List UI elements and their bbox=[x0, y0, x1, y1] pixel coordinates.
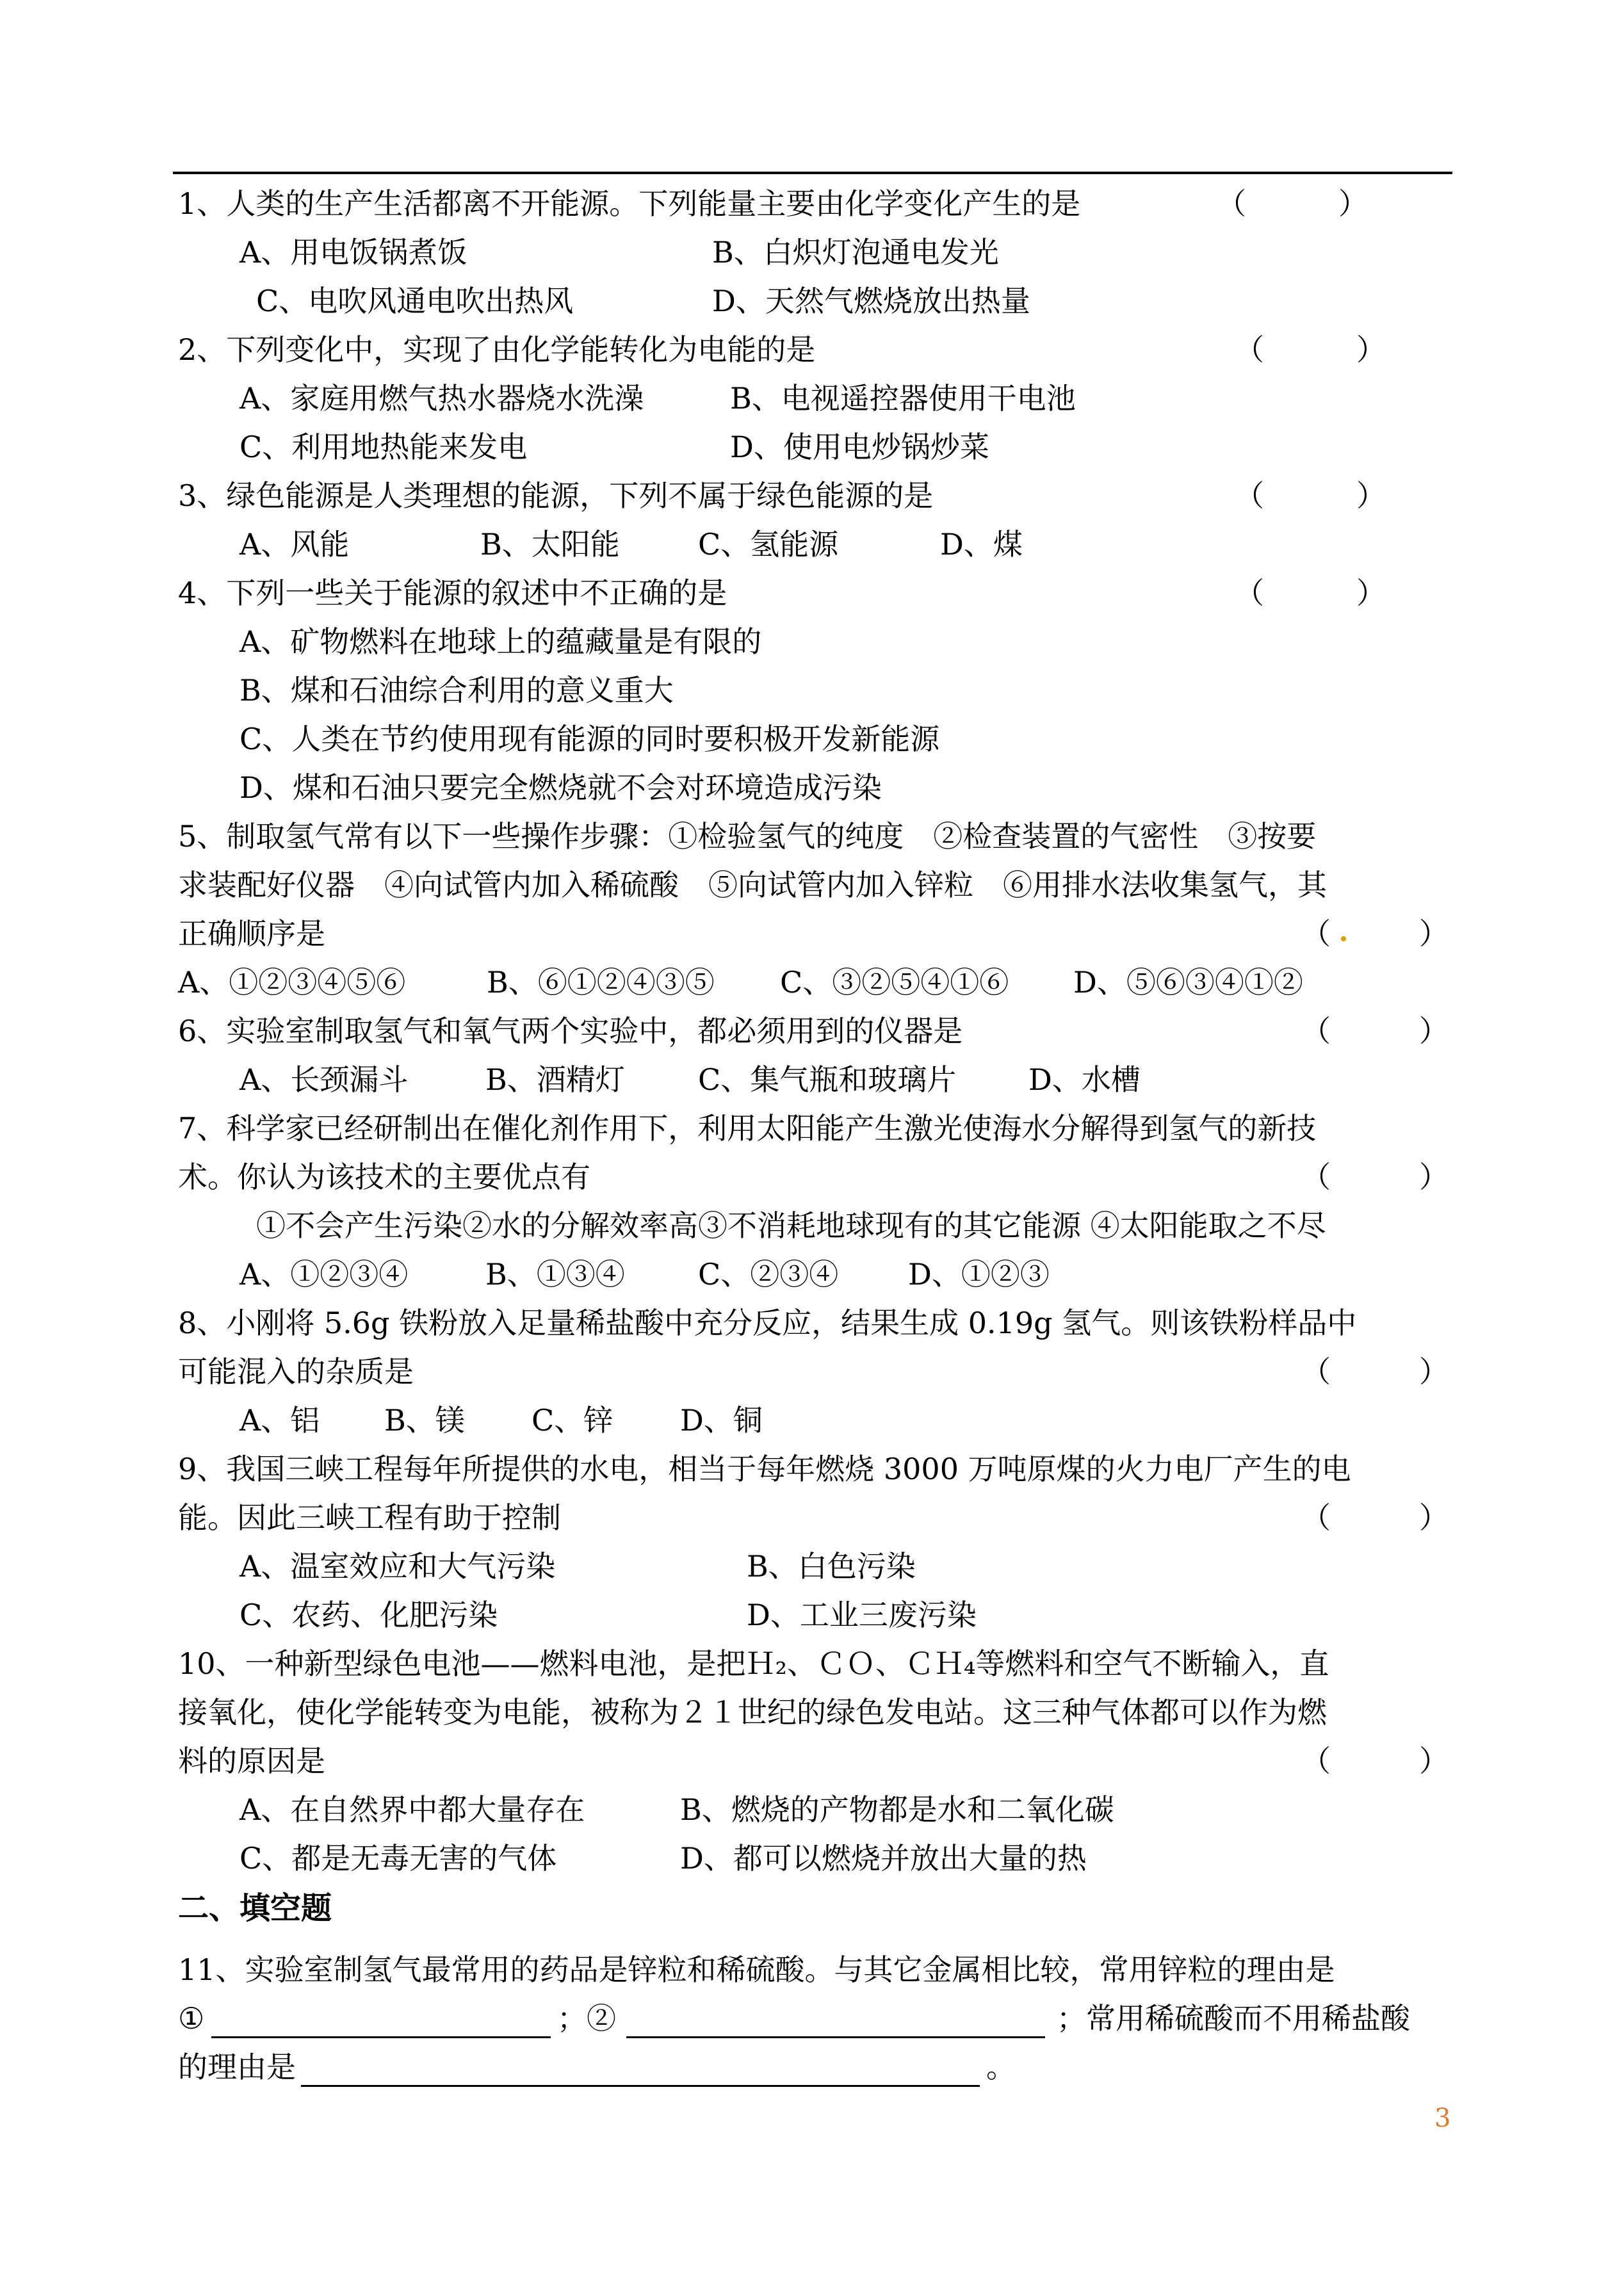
text-line bbox=[0, 812, 1624, 861]
line-text: 可能混入的杂质是 bbox=[178, 1354, 414, 1389]
q11-line-3 bbox=[0, 2043, 1624, 2091]
answer-paren-open: （ bbox=[1301, 1500, 1331, 1535]
line-text: A、温室效应和大气污染 bbox=[240, 1549, 556, 1584]
text-line bbox=[0, 228, 1624, 277]
line-text: B、煤和石油综合利用的意义重大 bbox=[240, 673, 674, 708]
q11-text: 11、实验室制氢气最常用的药品是锌粒和稀硫酸。与其它金属相比较，常用锌粒的理由是 bbox=[178, 1952, 1335, 1987]
text-line bbox=[0, 1591, 1624, 1639]
line-text: 10、一种新型绿色电池——燃料电池，是把Ｈ₂、ＣＯ、ＣＨ₄等燃料和空气不断输入，直 bbox=[178, 1646, 1329, 1681]
option-text: D、工业三废污染 bbox=[747, 1598, 977, 1632]
text-line bbox=[0, 325, 1624, 374]
answer-paren-open: （ bbox=[1235, 478, 1264, 513]
line-text: 8、小刚将 5.6g 铁粉放入足量稀盐酸中充分反应，结果生成 0.19g 氢气。则该铁粉样品中 bbox=[178, 1306, 1357, 1340]
text-line bbox=[0, 1688, 1624, 1737]
text-line bbox=[0, 1396, 1624, 1445]
line-text: ①不会产生污染②水的分解效率高③不消耗地球现有的其它能源 ④太阳能取之不尽 bbox=[256, 1208, 1326, 1243]
option-text: D、煤 bbox=[940, 527, 1023, 562]
text-line bbox=[0, 277, 1624, 325]
answer-paren-close: ） bbox=[1419, 1014, 1449, 1048]
answer-paren-close: ） bbox=[1419, 916, 1449, 951]
text-line bbox=[0, 1299, 1624, 1347]
text-line bbox=[0, 1493, 1624, 1542]
line-text: A、长颈漏斗 bbox=[240, 1062, 409, 1097]
option-text: D、⑤⑥③④①② bbox=[1073, 965, 1303, 1000]
text-line bbox=[0, 1347, 1624, 1396]
line-text: C、人类在节约使用现有能源的同时要积极开发新能源 bbox=[240, 722, 940, 756]
line-text: 3、绿色能源是人类理想的能源，下列不属于绿色能源的是 bbox=[178, 478, 934, 513]
q11-end: 。 bbox=[986, 2050, 1016, 2084]
answer-paren-close: ） bbox=[1419, 1500, 1449, 1535]
text-line bbox=[0, 471, 1624, 520]
answer-paren-close: ） bbox=[1356, 576, 1386, 610]
answer-paren-open: （ bbox=[1301, 1014, 1331, 1048]
line-text: C、电吹风通电吹出热风 bbox=[256, 284, 574, 318]
option-text: C、氢能源 bbox=[698, 527, 839, 562]
option-text: B、燃烧的产物都是水和二氧化碳 bbox=[680, 1792, 1114, 1827]
line-text: C、都是无毒无害的气体 bbox=[240, 1841, 557, 1876]
line-text: 能。因此三峡工程有助于控制 bbox=[178, 1500, 561, 1535]
text-line bbox=[0, 374, 1624, 423]
answer-paren-close: ） bbox=[1338, 186, 1368, 221]
option-text: B、镁 bbox=[384, 1403, 465, 1438]
answer-paren-open: （ bbox=[1217, 186, 1246, 221]
q11-tail: ；常用稀硫酸而不用稀盐酸 bbox=[1057, 2001, 1410, 2036]
text-line bbox=[0, 1639, 1624, 1688]
option-text: B、①③④ bbox=[485, 1257, 625, 1292]
q11-reason-label: 的理由是 bbox=[178, 2050, 296, 2084]
answer-paren-open: （ bbox=[1301, 916, 1331, 951]
q11-line-1 bbox=[0, 1945, 1624, 1994]
answer-paren-open: （ bbox=[1301, 1160, 1331, 1194]
answer-paren-close: ） bbox=[1356, 478, 1386, 513]
text-line bbox=[0, 569, 1624, 617]
text-line bbox=[0, 423, 1624, 471]
answer-paren-open: （ bbox=[1235, 332, 1264, 367]
text-line bbox=[0, 179, 1624, 228]
text-line bbox=[0, 1785, 1624, 1834]
answer-paren-open: （ bbox=[1301, 1744, 1331, 1778]
option-text: C、②③④ bbox=[698, 1257, 839, 1292]
option-text: B、白色污染 bbox=[747, 1549, 916, 1584]
answer-blank-1[interactable] bbox=[211, 1998, 551, 2038]
option-text: B、⑥①②④③⑤ bbox=[487, 965, 715, 1000]
line-text: A、用电饭锅煮饭 bbox=[240, 235, 467, 270]
q11-circle-1: ① bbox=[178, 2001, 205, 2036]
line-text: A、矿物燃料在地球上的蕴藏量是有限的 bbox=[240, 624, 762, 659]
line-text: 料的原因是 bbox=[178, 1744, 325, 1778]
text-line bbox=[0, 1834, 1624, 1883]
line-text: 2、下列变化中，实现了由化学能转化为电能的是 bbox=[178, 332, 816, 367]
text-line bbox=[0, 1250, 1624, 1299]
option-text: B、白炽灯泡通电发光 bbox=[712, 235, 999, 270]
text-line bbox=[0, 1201, 1624, 1250]
option-text: B、太阳能 bbox=[480, 527, 620, 562]
answer-paren-close: ） bbox=[1419, 1744, 1449, 1778]
option-text: D、铜 bbox=[680, 1403, 763, 1438]
option-text: D、水槽 bbox=[1028, 1062, 1141, 1097]
q11-line-2 bbox=[0, 1994, 1624, 2043]
text-line bbox=[0, 1104, 1624, 1153]
answer-blank-2[interactable] bbox=[626, 1998, 1045, 2038]
text-line bbox=[0, 1153, 1624, 1201]
line-text: 6、实验室制取氢气和氧气两个实验中，都必须用到的仪器是 bbox=[178, 1014, 963, 1048]
line-text: A、①②③④⑤⑥ bbox=[178, 965, 406, 1000]
stray-mark bbox=[1341, 936, 1346, 941]
text-line bbox=[0, 861, 1624, 909]
answer-paren-close: ） bbox=[1419, 1160, 1449, 1194]
line-text: 4、下列一些关于能源的叙述中不正确的是 bbox=[178, 576, 727, 610]
line-text: C、农药、化肥污染 bbox=[240, 1598, 498, 1632]
text-line bbox=[0, 763, 1624, 812]
text-line bbox=[0, 1445, 1624, 1493]
page-number: 3 bbox=[1434, 2104, 1451, 2133]
option-text: D、天然气燃烧放出热量 bbox=[712, 284, 1030, 318]
answer-paren-open: （ bbox=[1235, 576, 1264, 610]
option-text: D、使用电炒锅炒菜 bbox=[730, 430, 989, 464]
line-text: 正确顺序是 bbox=[178, 916, 325, 951]
option-text: D、都可以燃烧并放出大量的热 bbox=[680, 1841, 1087, 1876]
q11-separator: ；② bbox=[557, 2001, 616, 2036]
line-text: A、风能 bbox=[240, 527, 350, 562]
option-text: C、③②⑤④①⑥ bbox=[780, 965, 1009, 1000]
option-text: C、集气瓶和玻璃片 bbox=[698, 1062, 957, 1097]
text-line bbox=[0, 909, 1624, 958]
answer-paren-open: （ bbox=[1301, 1354, 1331, 1389]
header-rule bbox=[173, 172, 1452, 174]
answer-blank-3[interactable] bbox=[301, 2047, 980, 2087]
line-text: A、①②③④ bbox=[240, 1257, 409, 1292]
option-text: B、电视遥控器使用干电池 bbox=[730, 381, 1076, 416]
option-text: B、酒精灯 bbox=[485, 1062, 625, 1097]
text-line bbox=[0, 715, 1624, 763]
line-text: A、铝 bbox=[240, 1403, 320, 1438]
text-line bbox=[0, 958, 1624, 1007]
line-text: A、在自然界中都大量存在 bbox=[240, 1792, 585, 1827]
line-text: D、煤和石油只要完全燃烧就不会对环境造成污染 bbox=[240, 770, 882, 805]
text-line bbox=[0, 617, 1624, 666]
line-text: 7、科学家已经研制出在催化剂作用下，利用太阳能产生激光使海水分解得到氢气的新技 bbox=[178, 1111, 1317, 1146]
line-text: 9、我国三峡工程每年所提供的水电，相当于每年燃烧 3000 万吨原煤的火力电厂产生的电 bbox=[178, 1452, 1351, 1486]
line-text: 1、人类的生产生活都离不开能源。下列能量主要由化学变化产生的是 bbox=[178, 186, 1081, 221]
text-line bbox=[0, 1055, 1624, 1104]
option-text: D、①②③ bbox=[908, 1257, 1050, 1292]
line-text: 接氧化，使化学能转变为电能，被称为２１世纪的绿色发电站。这三种气体都可以作为燃 bbox=[178, 1695, 1327, 1730]
section-title: 二、填空题 bbox=[178, 1890, 332, 1926]
text-line bbox=[0, 1737, 1624, 1785]
line-text: 术。你认为该技术的主要优点有 bbox=[178, 1160, 590, 1194]
line-text: 求装配好仪器 ④向试管内加入稀硫酸 ⑤向试管内加入锌粒 ⑥用排水法收集氢气，其 bbox=[178, 868, 1327, 902]
line-text: 5、制取氢气常有以下一些操作步骤：①检验氢气的纯度 ②检查装置的气密性 ③按要 bbox=[178, 819, 1317, 854]
option-text: C、锌 bbox=[532, 1403, 613, 1438]
text-line bbox=[0, 1007, 1624, 1055]
text-line bbox=[0, 1542, 1624, 1591]
answer-paren-close: ） bbox=[1419, 1354, 1449, 1389]
text-line bbox=[0, 520, 1624, 569]
text-line bbox=[0, 666, 1624, 715]
line-text: A、家庭用燃气热水器烧水洗澡 bbox=[240, 381, 644, 416]
line-text: C、利用地热能来发电 bbox=[240, 430, 528, 464]
answer-paren-close: ） bbox=[1356, 332, 1386, 367]
